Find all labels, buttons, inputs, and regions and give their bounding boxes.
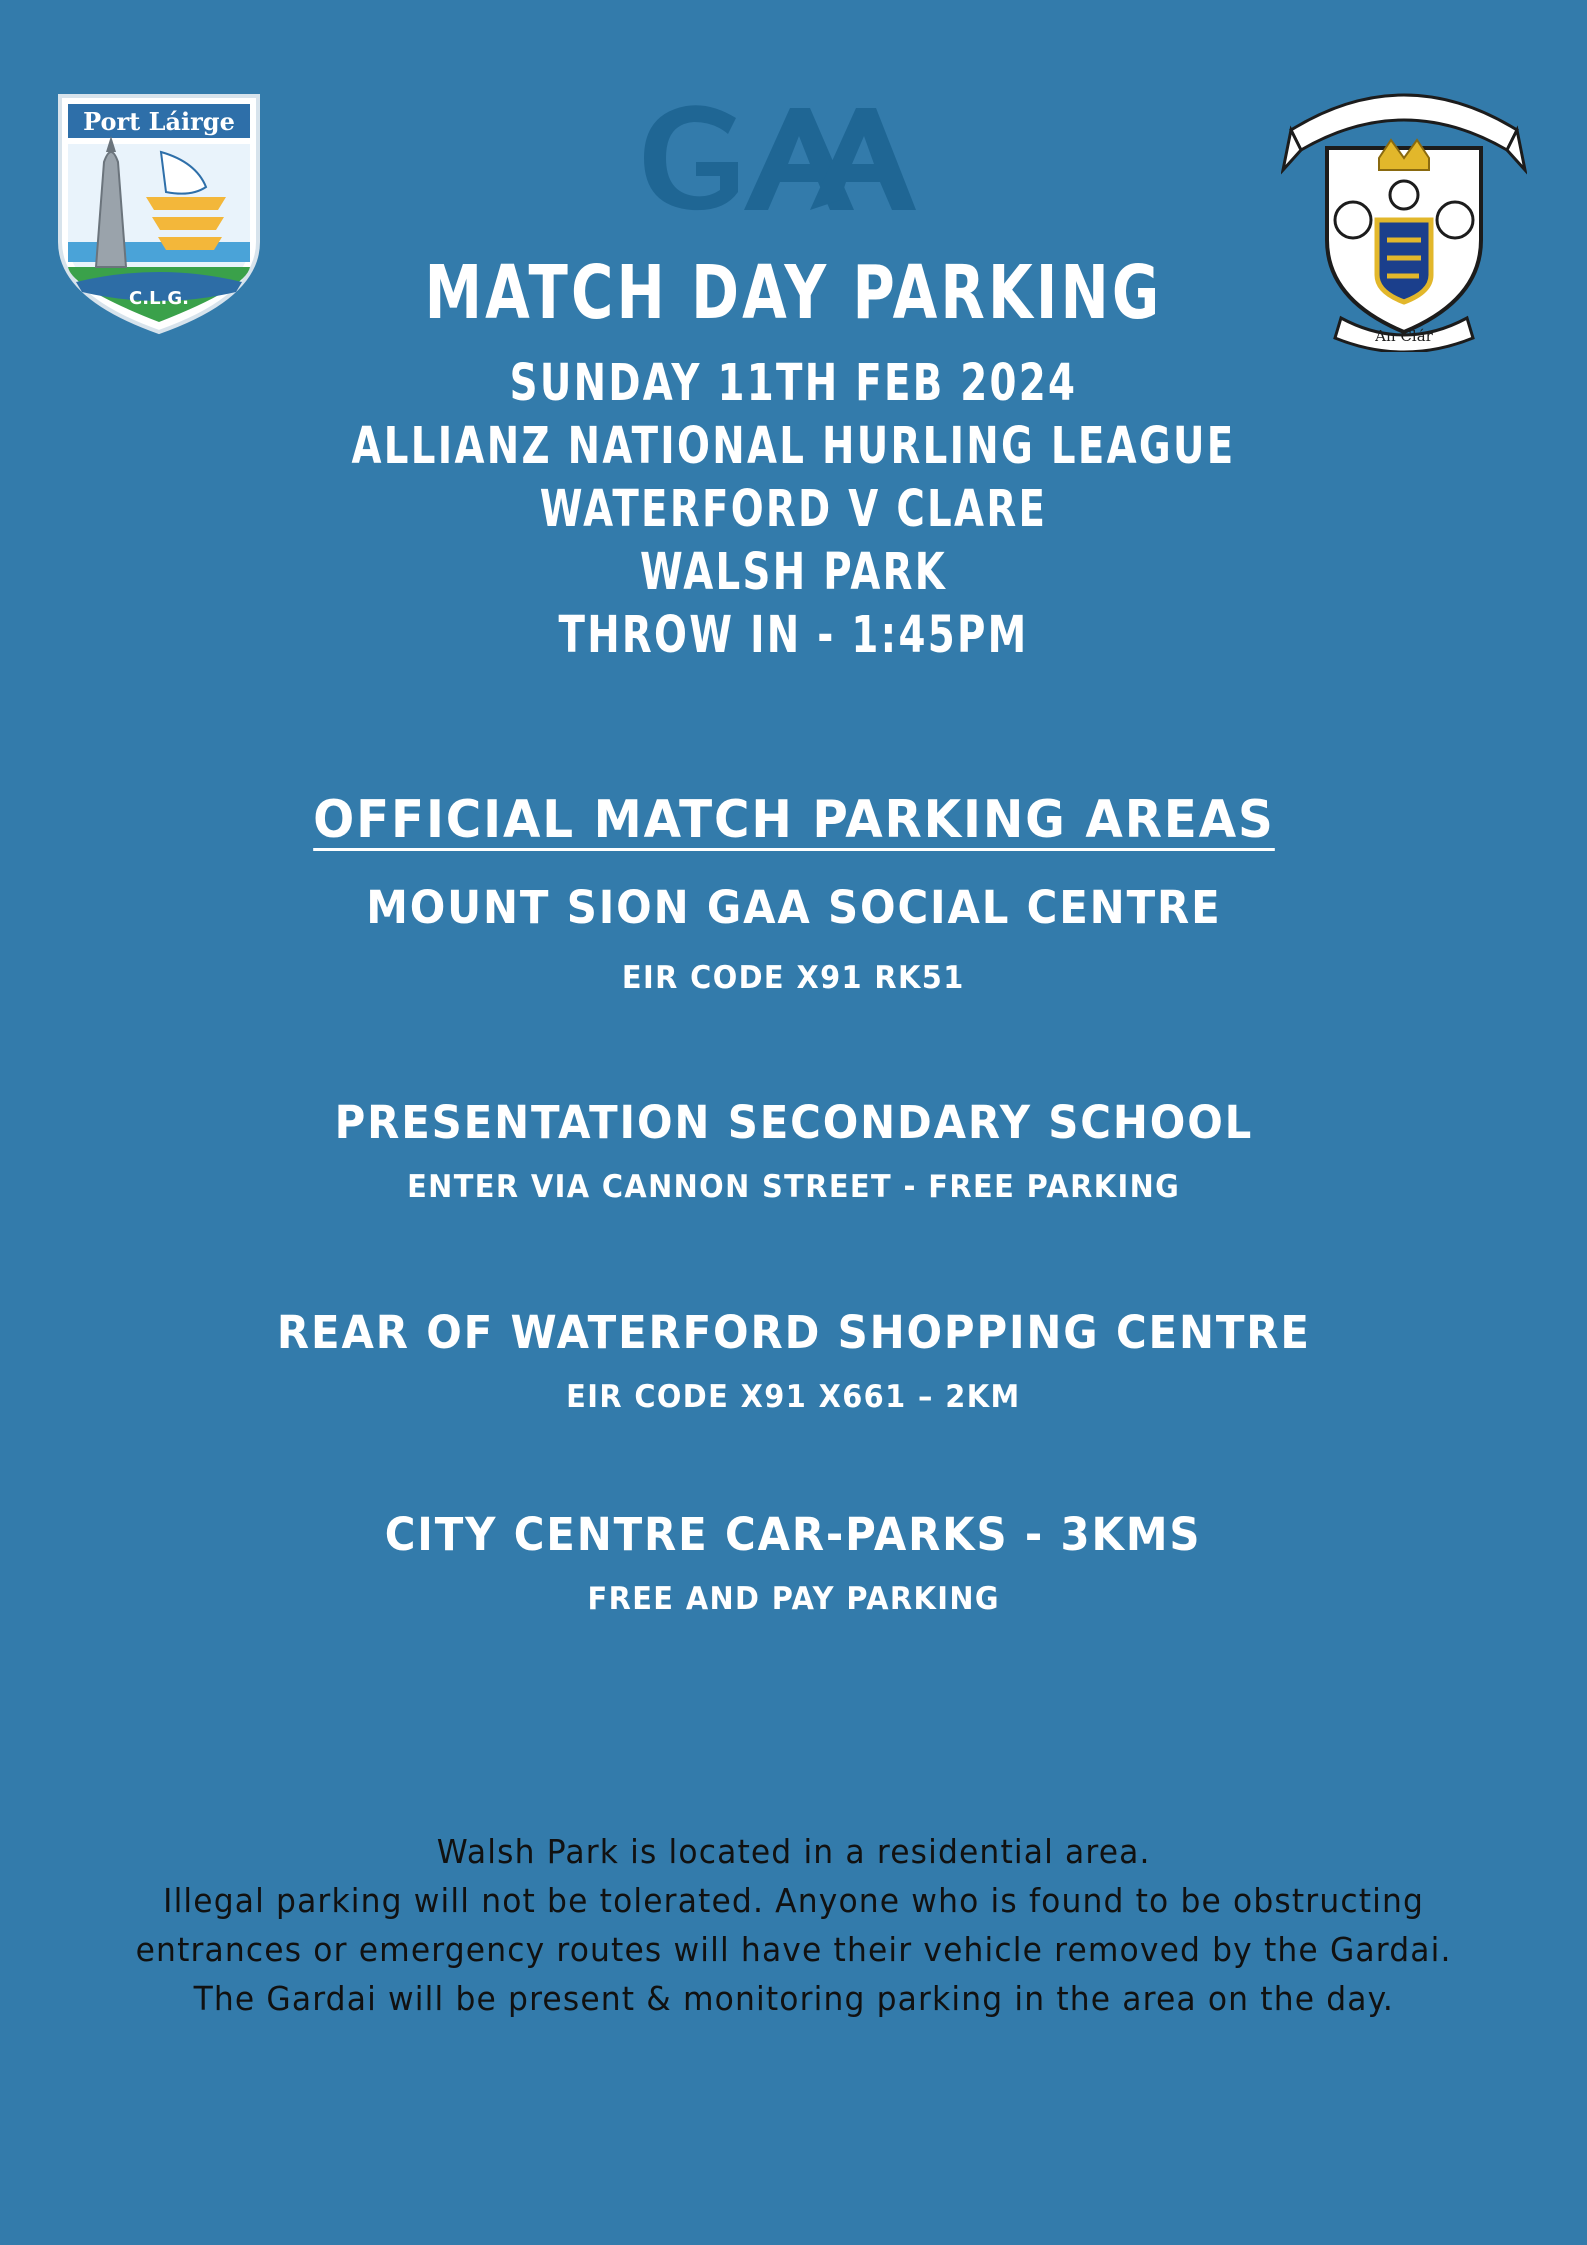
notice-line: entrances or emergency routes will have their vehicle removed by the Gardai.	[135, 1930, 1452, 1969]
event-venue: WALSH PARK	[639, 543, 948, 602]
parking-area-name: MOUNT SION GAA SOCIAL CENTRE	[365, 881, 1222, 934]
parking-areas-heading	[0, 787, 1587, 853]
event-date: SUNDAY 11TH FEB 2024	[509, 354, 1078, 413]
parking-area-detail: FREE AND PAY PARKING	[587, 1581, 1000, 1617]
crest-footer-text: C.L.G.	[129, 288, 189, 309]
event-throw-in: THROW IN - 1:45PM	[558, 606, 1029, 665]
notice-line: Walsh Park is located in a residential area.	[436, 1832, 1151, 1871]
parking-area-name: CITY CENTRE CAR-PARKS - 3KMS	[385, 1508, 1202, 1561]
parking-notice	[0, 1827, 1587, 2023]
parking-area	[0, 880, 1587, 998]
event-details	[0, 352, 1587, 667]
parking-area-name: PRESENTATION SECONDARY SCHOOL	[334, 1096, 1253, 1149]
parking-area	[0, 1305, 1587, 1417]
parking-area-detail: EIR CODE X91 RK51	[622, 960, 965, 996]
parking-area	[0, 1507, 1587, 1619]
gaa-logo-icon	[640, 100, 918, 216]
event-competition: ALLIANZ NATIONAL HURLING LEAGUE	[351, 417, 1236, 476]
parking-area-detail: EIR CODE X91 X661 – 2KM	[566, 1379, 1021, 1415]
crest-motto-text: An Clár	[1375, 327, 1433, 345]
parking-area-detail: ENTER VIA CANNON STREET - FREE PARKING	[406, 1169, 1181, 1205]
notice-line: The Gardai will be present & monitoring parking in the area on the day.	[193, 1979, 1394, 2018]
notice-line: Illegal parking will not be tolerated. Anyone who is found to be obstructing	[163, 1881, 1424, 1920]
parking-areas-heading-text: OFFICIAL MATCH PARKING AREAS	[312, 790, 1275, 850]
parking-area-name: REAR OF WATERFORD SHOPPING CENTRE	[276, 1306, 1311, 1359]
page-title: MATCH DAY PARKING	[424, 250, 1163, 336]
crest-banner-text: Port Láirge	[83, 107, 235, 136]
event-fixture: WATERFORD V CLARE	[539, 480, 1048, 539]
parking-area	[0, 1095, 1587, 1207]
